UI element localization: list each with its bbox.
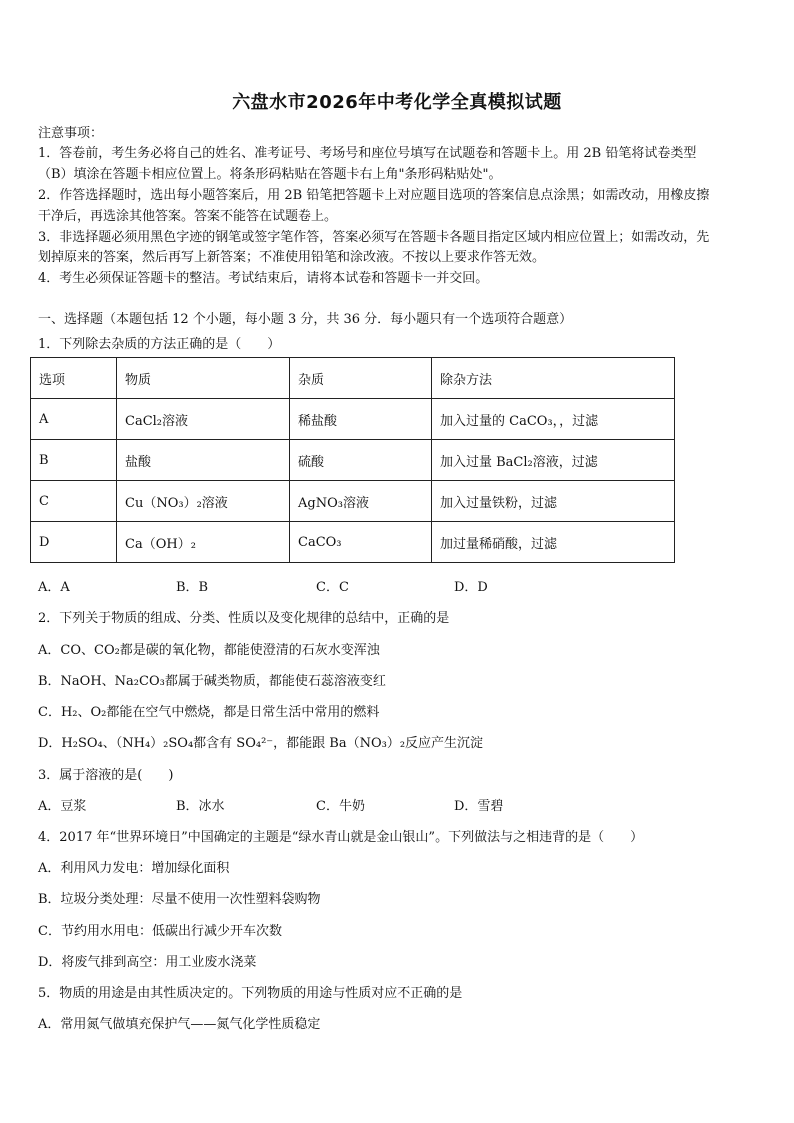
- table-cell: 盐酸: [117, 440, 290, 481]
- q1-options: [38, 576, 488, 595]
- table-row: [31, 481, 675, 522]
- option: D．将废气排到高空：用工业废水浇菜: [38, 955, 257, 970]
- table-header-row: [31, 358, 675, 399]
- option: B．B: [176, 580, 209, 595]
- table-cell: Ca（OH）₂: [117, 522, 290, 563]
- question-stem: 1．下列除去杂质的方法正确的是（ ）: [38, 337, 281, 352]
- table-cell: A: [31, 399, 117, 440]
- table-cell: D: [31, 522, 117, 563]
- option: C．H₂、O₂都能在空气中燃烧，都是日常生活中常用的燃料: [38, 705, 380, 720]
- option: A．常用氮气做填充保护气——氮气化学性质稳定: [38, 1017, 321, 1032]
- table-cell: Cu（NO₃）₂溶液: [117, 481, 290, 522]
- table-header-cell: 物质: [117, 358, 290, 399]
- option: C．牛奶: [316, 799, 365, 814]
- option: A．利用风力发电：增加绿化面积: [38, 861, 230, 876]
- table-cell: 加入过量 BaCl₂溶液，过滤: [432, 440, 675, 481]
- table-row: [31, 522, 675, 563]
- table-row: [31, 399, 675, 440]
- table-row: [31, 440, 675, 481]
- option: B．NaOH、Na₂CO₃都属于碱类物质，都能使石蕊溶液变红: [38, 674, 386, 689]
- option: C．C: [316, 580, 349, 595]
- table-cell: AgNO₃溶液: [290, 481, 432, 522]
- table-header-cell: 选项: [31, 358, 117, 399]
- option: B．垃圾分类处理：尽量不使用一次性塑料袋购物: [38, 892, 321, 907]
- table-cell: CaCl₂溶液: [117, 399, 290, 440]
- question-stem: 2．下列关于物质的组成、分类、性质以及变化规律的总结中，正确的是: [38, 611, 450, 626]
- option: A．豆浆: [38, 799, 87, 814]
- table-cell: CaCO₃: [290, 522, 432, 563]
- table-cell: B: [31, 440, 117, 481]
- table-cell: 加过量稀硝酸，过滤: [432, 522, 675, 563]
- notice-heading: 注意事项：: [38, 126, 104, 141]
- notice-line: 3．非选择题必须用黑色字迹的钢笔或签字笔作答，答案必须写在答题卡各题目指定区域内相应位置上；如需改动，先: [38, 230, 710, 245]
- q1-table: [30, 357, 675, 563]
- table-cell: 稀盐酸: [290, 399, 432, 440]
- table-cell: 加入过量铁粉，过滤: [432, 481, 675, 522]
- question-stem: 5．物质的用途是由其性质决定的。下列物质的用途与性质对应不正确的是: [38, 986, 463, 1001]
- page-title: 六盘水市2026年中考化学全真模拟试题: [232, 92, 562, 113]
- table-cell: C: [31, 481, 117, 522]
- option: D．H₂SO₄、（NH₄）₂SO₄都含有 SO₄²⁻，都能跟 Ba（NO₃）₂反应产生沉淀: [38, 736, 484, 751]
- section-heading: 一、选择题（本题包括 12 个小题，每小题 3 分，共 36 分．每小题只有一个选项符合题意）: [38, 312, 573, 327]
- notice-line: 2．作答选择题时，选出每小题答案后，用 2B 铅笔把答题卡上对应题目选项的答案信息点涂黑；如需改动，用橡皮擦: [38, 188, 710, 203]
- option: C．节约用水用电：低碳出行减少开车次数: [38, 924, 282, 939]
- notice-line: 划掉原来的答案，然后再写上新答案；不准使用铅笔和涂改液。不按以上要求作答无效。: [38, 250, 546, 265]
- option: A．A: [38, 580, 70, 595]
- notice-line: 4．考生必须保证答题卡的整洁。考试结束后，请将本试卷和答题卡一并交回。: [38, 271, 489, 286]
- table-header-cell: 除杂方法: [432, 358, 675, 399]
- option: D．雪碧: [454, 799, 504, 814]
- notice-line: （B）填涂在答题卡相应位置上。将条形码粘贴在答题卡右上角"条形码粘贴处"。: [38, 167, 502, 182]
- q3-options: [38, 795, 503, 814]
- question-stem: 4．2017 年“世界环境日”中国确定的主题是“绿水青山就是金山银山”。下列做法与之相违背的是（ ）: [38, 830, 644, 845]
- notice-line: 1．答卷前，考生务必将自己的姓名、准考证号、考场号和座位号填写在试题卷和答题卡上。用 2B 铅笔将试卷类型: [38, 146, 697, 161]
- option: D．D: [454, 580, 488, 595]
- option: B．冰水: [176, 799, 225, 814]
- notice-line: 干净后，再选涂其他答案。答案不能答在试题卷上。: [38, 209, 338, 224]
- table-cell: 加入过量的 CaCO₃，，过滤: [432, 399, 675, 440]
- table-header-cell: 杂质: [290, 358, 432, 399]
- option: A．CO、CO₂都是碳的氧化物，都能使澄清的石灰水变浑浊: [38, 643, 380, 658]
- table-cell: 硫酸: [290, 440, 432, 481]
- question-stem: 3．属于溶液的是( ): [38, 768, 174, 783]
